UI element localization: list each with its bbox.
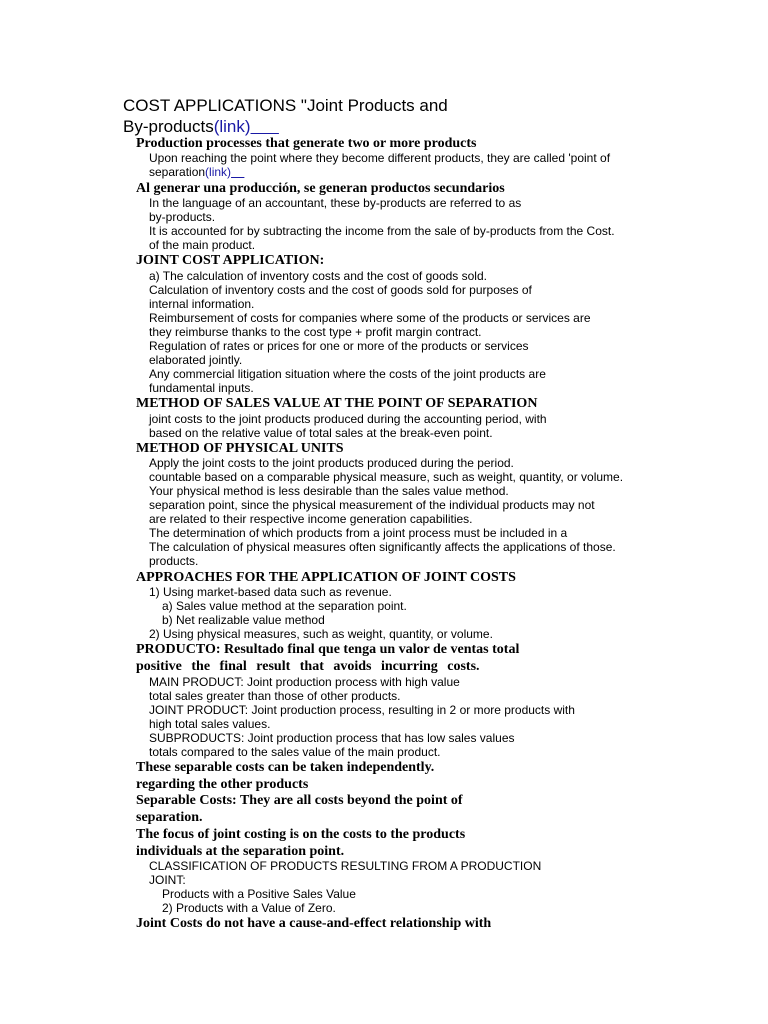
body-text: separation [149,165,206,179]
body-line: based on the relative value of total sales at the break-even point. [149,426,493,440]
body-line: products. [149,554,199,568]
heading: Production processes that generate two or more products [136,136,477,151]
body-line: internal information. [149,297,255,311]
body-line: a) The calculation of inventory costs and the cost of goods sold. [149,269,487,283]
body-line: SUBPRODUCTS: Joint production process that has low sales values [149,731,515,745]
body-line: separation point, since the physical measurement of the individual products may not [149,498,595,512]
body-line: by-products. [149,210,216,224]
title-line-2: By-products [123,117,214,136]
heading: These separable costs can be taken independently. [136,760,435,775]
sub-list-item: a) Sales value method at the separation point. [162,599,407,613]
body-line: The determination of which products from a joint process must be included in a [149,526,568,540]
heading: regarding the other products [136,777,309,792]
sub-list-item: Products with a Positive Sales Value [162,887,356,901]
document-title [123,96,448,116]
heading: JOINT COST APPLICATION: [136,253,325,268]
title-link[interactable]: (link) [213,117,251,136]
body-line: Upon reaching the point where they become different products, they are called 'point of [149,151,611,165]
body-line: Any commercial litigation situation where the costs of the joint products are [149,367,546,381]
title-link-underline [251,117,279,136]
body-line: high total sales values. [149,717,271,731]
body-line: Apply the joint costs to the joint products produced during the period. [149,456,514,470]
separation-link[interactable]: (link) [205,165,232,179]
body-line: The calculation of physical measures often significantly affects the applications of those. [149,540,616,554]
body-line: are related to their respective income generation capabilities. [149,512,473,526]
heading: The focus of joint costing is on the costs to the products [136,827,466,842]
list-item: 1) Using market-based data such as revenue. [149,585,392,599]
body-line: JOINT: [149,873,186,887]
heading: Joint Costs do not have a cause-and-effect relationship with [136,916,492,931]
body-line-with-link [149,165,244,179]
sub-list-item: b) Net realizable value method [162,613,325,627]
body-line: joint costs to the joint products produced during the accounting period, with [149,412,547,426]
heading: METHOD OF SALES VALUE AT THE POINT OF SEPARATION [136,396,538,411]
heading: METHOD OF PHYSICAL UNITS [136,441,344,456]
body-line: they reimburse thanks to the cost type + profit margin contract. [149,325,482,339]
body-line: CLASSIFICATION OF PRODUCTS RESULTING FROM A PRODUCTION [149,859,542,873]
body-line: elaborated jointly. [149,353,243,367]
body-line: fundamental inputs. [149,381,254,395]
body-line: total sales greater than those of other products. [149,689,401,703]
heading: Separable Costs: They are all costs beyond the point of [136,793,463,808]
body-line: of the main product. [149,238,256,252]
body-line: Regulation of rates or prices for one or more of the products or services [149,339,529,353]
heading: APPROACHES FOR THE APPLICATION OF JOINT COSTS [136,570,516,585]
body-line: Your physical method is less desirable than the sales value method. [149,484,509,498]
heading: positive the final result that avoids incurring costs. [136,659,480,674]
body-line: It is accounted for by subtracting the income from the sale of by-products from the Cost. [149,224,615,238]
sub-list-item: 2) Products with a Value of Zero. [162,901,336,915]
link-underline [231,165,244,179]
body-line: totals compared to the sales value of the main product. [149,745,441,759]
body-line: In the language of an accountant, these by-products are referred to as [149,196,522,210]
body-line: MAIN PRODUCT: Joint production process with high value [149,675,460,689]
body-line: countable based on a comparable physical measure, such as weight, quantity, or volume. [149,470,624,484]
heading: Al generar una producción, se generan productos secundarios [136,181,505,196]
title-line-1: COST APPLICATIONS "Joint Products and [123,96,448,115]
body-line: JOINT PRODUCT: Joint production process, resulting in 2 or more products with [149,703,575,717]
heading: individuals at the separation point. [136,844,345,859]
heading: separation. [136,810,203,825]
body-line: Calculation of inventory costs and the cost of goods sold for purposes of [149,283,532,297]
list-item: 2) Using physical measures, such as weight, quantity, or volume. [149,627,493,641]
body-line: Reimbursement of costs for companies where some of the products or services are [149,311,591,325]
document-title-line-2 [123,117,279,137]
heading: PRODUCTO: Resultado final que tenga un valor de ventas total [136,642,520,657]
